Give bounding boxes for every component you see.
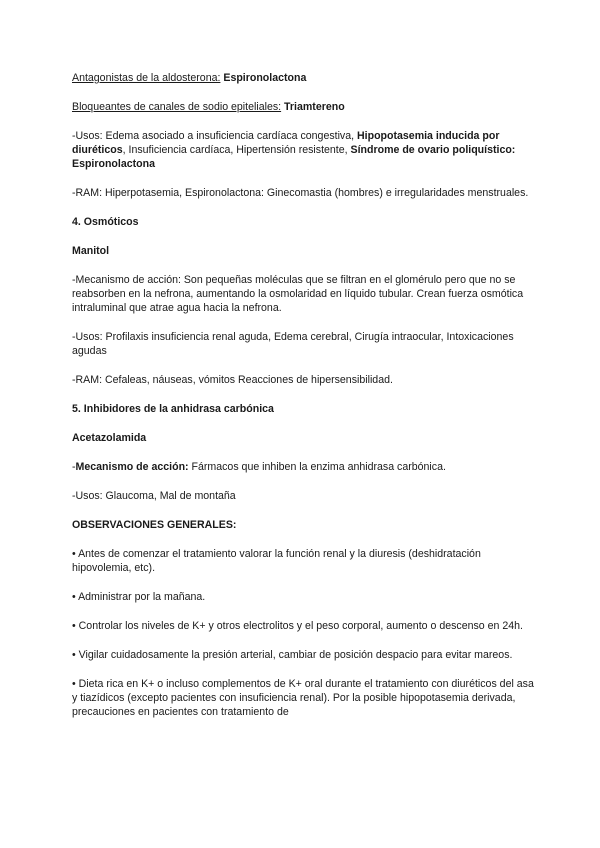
observaciones-heading: OBSERVACIONES GENERALES: (72, 519, 237, 531)
spironolactone-name: Espironolactona (223, 72, 307, 84)
usos1-text-2: , Insuficiencia cardíaca, Hipertensión resistente, (122, 144, 351, 156)
section-4-mecanismo: -Mecanismo de acción: Son pequeñas moléculas que se filtran en el glomérulo pero que no se reabsorben en la nefrona, aumentando la osmolaridad en líquido tubular. Crean fuerza osmótica intraluminal que atrae agua hacia la nefrona. (72, 274, 524, 314)
observaciones-item: • Dieta rica en K+ o incluso complementos de K+ oral durante el tratamiento con diuréticos del asa y tiazídicos (excepto pacientes con insuficiencia renal). Por la posible hipopotasemia derivada, precauciones en pacientes con tratamiento de (72, 678, 534, 718)
usos-paragraph-1 (72, 129, 540, 171)
aldosterone-antagonists-line (72, 71, 540, 85)
section-4-heading: 4. Osmóticos (72, 216, 139, 228)
observaciones-item: • Controlar los niveles de K+ y otros electrolitos y el peso corporal, aumento o descenso en 24h. (72, 620, 523, 632)
triamterene-name: Triamtereno (284, 101, 345, 113)
ram-paragraph-1: -RAM: Hiperpotasemia, Espironolactona: Ginecomastia (hombres) e irregularidades menstruales. (72, 187, 529, 199)
aldosterone-antagonists-label: Antagonistas de la aldosterona: (72, 72, 221, 84)
section-5-drug: Acetazolamida (72, 432, 147, 444)
observaciones-item: • Vigilar cuidadosamente la presión arterial, cambiar de posición despacio para evitar mareos. (72, 649, 513, 661)
observaciones-item: • Antes de comenzar el tratamiento valorar la función renal y la diuresis (deshidratación hipovolemia, etc). (72, 548, 481, 574)
section-5-mecanismo (72, 460, 540, 474)
section-4-ram: -RAM: Cefaleas, náuseas, vómitos Reacciones de hipersensibilidad. (72, 374, 393, 386)
section-4-usos: -Usos: Profilaxis insuficiencia renal aguda, Edema cerebral, Cirugía intraocular, Intoxicaciones agudas (72, 331, 514, 357)
section-5-usos: -Usos: Glaucoma, Mal de montaña (72, 490, 236, 502)
sodium-channel-blockers-label: Bloqueantes de canales de sodio epiteliales: (72, 101, 282, 113)
observaciones-item: • Administrar por la mañana. (72, 591, 206, 603)
sodium-channel-blockers-line (72, 100, 540, 114)
mecanismo-text: Fármacos que inhiben la enzima anhidrasa carbónica. (188, 461, 446, 473)
usos1-bold-2: Síndrome de ovario poliquístico: Espironolactona (72, 144, 516, 170)
usos1-bold-1: Hipopotasemia inducida por diuréticos (72, 130, 500, 156)
section-5-heading: 5. Inhibidores de la anhidrasa carbónica (72, 403, 274, 415)
usos1-text-1: -Usos: Edema asociado a insuficiencia cardíaca congestiva, (72, 130, 358, 142)
section-4-drug: Manitol (72, 245, 110, 257)
mecanismo-prefix: - (72, 461, 76, 473)
mecanismo-label: Mecanismo de acción: (75, 461, 189, 473)
